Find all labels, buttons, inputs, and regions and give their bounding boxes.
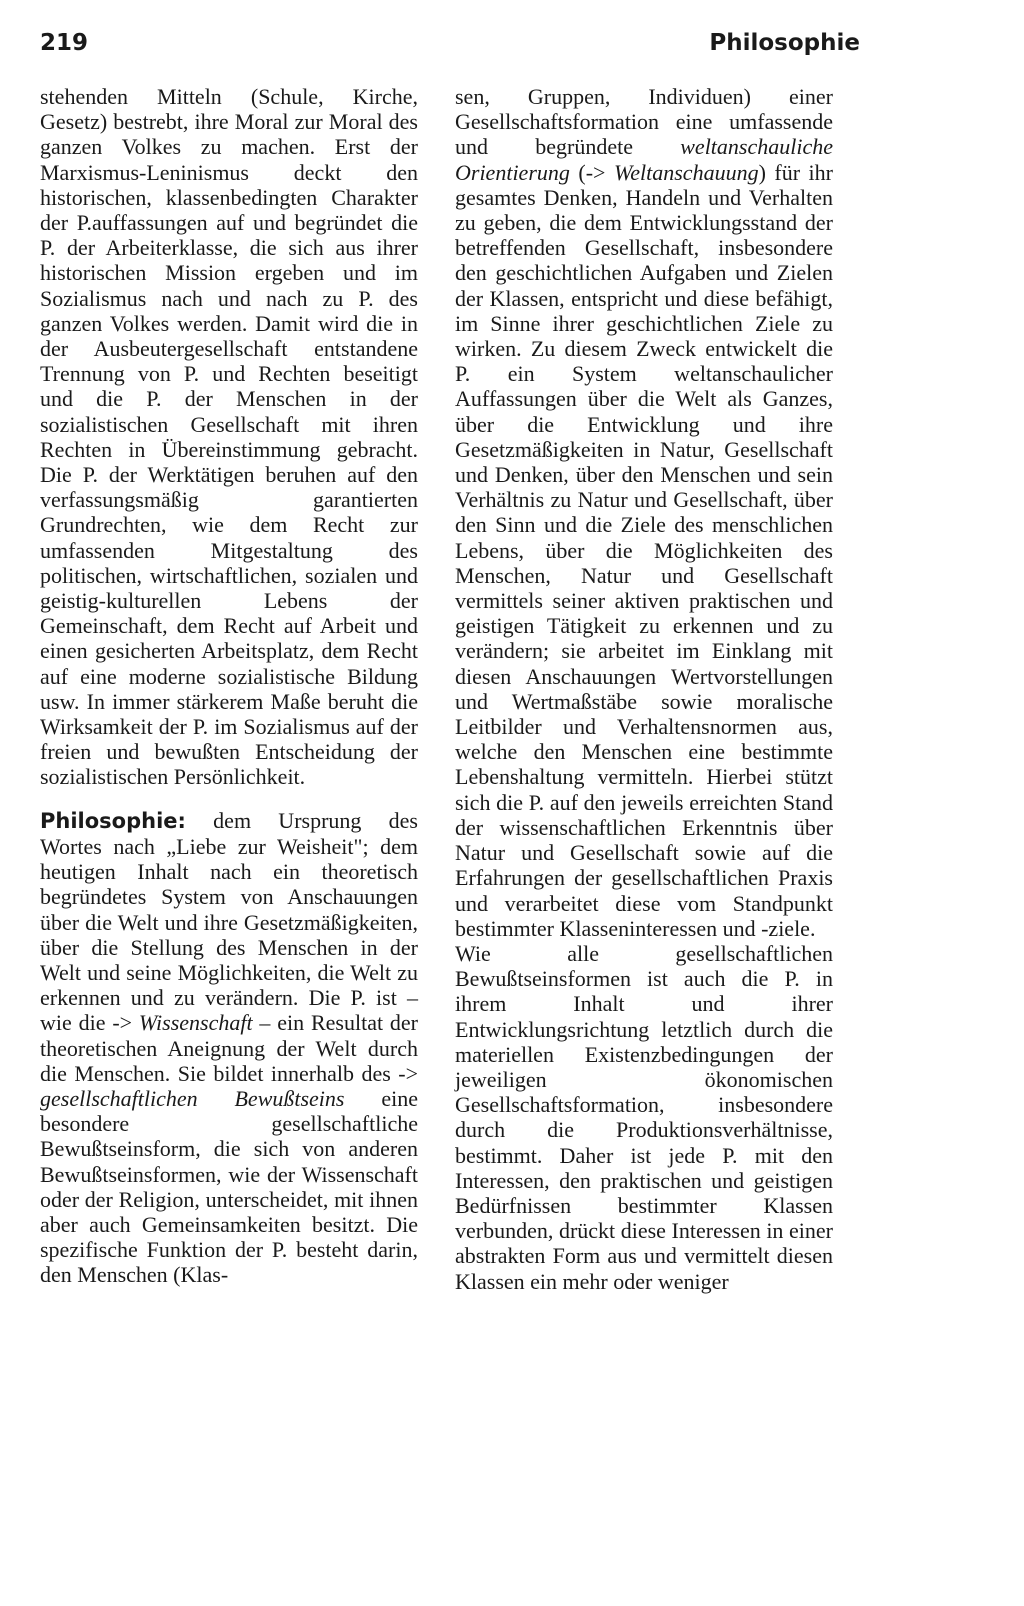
entry-text: sen, Gruppen, Individuen) einer Gesellschaftsformation eine umfassende und begründete [455,84,833,160]
italic-term: weltanschauliche Orientierung [455,134,833,185]
running-head: Philosophie [709,30,860,56]
cross-reference-weltanschauung: Weltanschauung [613,159,759,185]
cross-reference-bewusstsein: gesellschaftlichen Bewußtseins [40,1085,345,1111]
page-number: 219 [40,30,89,56]
entry-text: ) für ihr gesamtes Denken, Handeln und Verhalten zu geben, die dem Entwicklungsstand der betreffenden Gesellschaft, insbesondere den geschichtlichen Aufgaben und Zielen der Klassen, entspricht und diese befähigt, im Sinne ihrer geschichtlichen Ziele zu wirken. Zu diesem Zweck entwickelt die P. ein System weltanschaulicher Auffassungen über die Welt als Ganzes, über die Entwicklung und ihre Gesetzmäßigkeiten in Natur, Gesellschaft und Denken, über den Menschen und sein Verhältnis zu Natur und Gesellschaft, über den Sinn und die Ziele des menschlichen Lebens, über die Möglichkeiten des Menschen, Natur und Gesellschaft vermittels seiner aktiven praktischen und geistigen Tätigkeit zu erkennen und zu verändern; sie arbeitet im Einklang mit diesen Anschauungen Wertvorstellungen und Wertmaßstäbe sowie moralische Leitbilder und Verhaltensnormen aus, welche den Menschen eine bestimmte Lebenshaltung vermitteln. Hierbei stützt sich die P. auf den jeweils erreichten Stand der wissenschaftlichen Erkenntnis über Natur und Gesellschaft sowie auf die Erfahrungen der gesellschaftlichen Praxis und verarbeitet diese vom Standpunkt bestimmter Klasseninteressen und -ziele. [455,159,833,941]
entry-philosophie [40,808,418,1288]
cross-reference-wissenschaft: Wissenschaft [138,1010,253,1036]
entry-text: eine besondere gesellschaftliche Bewußtseinsform, die sich von anderen Bewußtseinsformen, wie der Wissenschaft oder der Religion, unterscheidet, mit ihnen aber auch Gemeinsamkeiten besitzt. Die spezifische Funktion der P. besteht darin, den Menschen (Klas- [40,1085,418,1288]
entry-text: dem Ursprung des Wortes nach „Liebe zur Weisheit"; dem heutigen Inhalt nach ein theoretisch begründetes System von Anschauungen über die Welt und ihre Gesetzmäßigkeiten, über die Stellung des Menschen in der Welt und seine Möglichkeiten, die Welt zu erkennen und zu verändern. Die P. ist – wie die [40,807,418,1036]
entry-spacer [40,790,418,808]
entry-headword: Philosophie: [40,808,186,833]
cross-reference-arrow-icon: -> [398,1060,418,1086]
entry-text: – ein Resultat der theoretischen Aneignung der Welt durch die Menschen. Sie bildet innerhalb des [40,1010,418,1086]
continued-entry-paragraph [455,84,833,941]
entry-text: ( [569,159,586,185]
right-column [455,84,833,1294]
continued-paragraph: stehenden Mitteln (Schule, Kirche, Gesetz) bestrebt, ihre Moral zur Moral des ganzen Volkes zu machen. Erst der Marxismus-Leninismus deckt den historischen, klassenbedingten Charakter der P.auffassungen auf und begründet die P. der Arbeiterklasse, die sich aus ihrer historischen Mission ergeben und im Sozialismus nach und nach zu P. des ganzen Volkes werden. Damit wird die in der Ausbeutergesellschaft entstandene Trennung von P. und Rechten beseitigt und die P. der Menschen in der sozialistischen Gesellschaft mit ihren Rechten in Übereinstimmung gebracht. Die P. der Werktätigen beruhen auf den verfassungsmäßig garantierten Grundrechten, wie dem Recht zur umfassenden Mitgestaltung des politischen, wirtschaftlichen, sozialen und geistig-kulturellen Lebens der Gemeinschaft, dem Recht auf Arbeit und einen gesicherten Arbeitsplatz, dem Recht auf eine moderne sozialistische Bildung usw. In immer stärkerem Maße beruht die Wirksamkeit der P. im Sozialismus auf der freien und bewußten Entscheidung der sozialistischen Persönlichkeit. [40,84,418,790]
cross-reference-arrow-icon: -> [112,1010,133,1036]
left-column [40,84,418,1288]
cross-reference-arrow-icon: -> [585,159,606,185]
paragraph: Wie alle gesellschaftlichen Bewußtseinsformen ist auch die P. in ihrem Inhalt und ihrer Entwicklungsrichtung letztlich durch die materiellen Existenzbedingungen der jeweiligen ökonomischen Gesellschaftsformation, insbesondere durch die Produktionsverhältnisse, bestimmt. Daher ist jede P. mit den Interessen, den praktischen und geistigen Bedürfnissen bestimmter Klassen verbunden, drückt diese Interessen in einer abstrakten Form aus und vermittelt diesen Klassen ein mehr oder weniger [455,940,833,1294]
